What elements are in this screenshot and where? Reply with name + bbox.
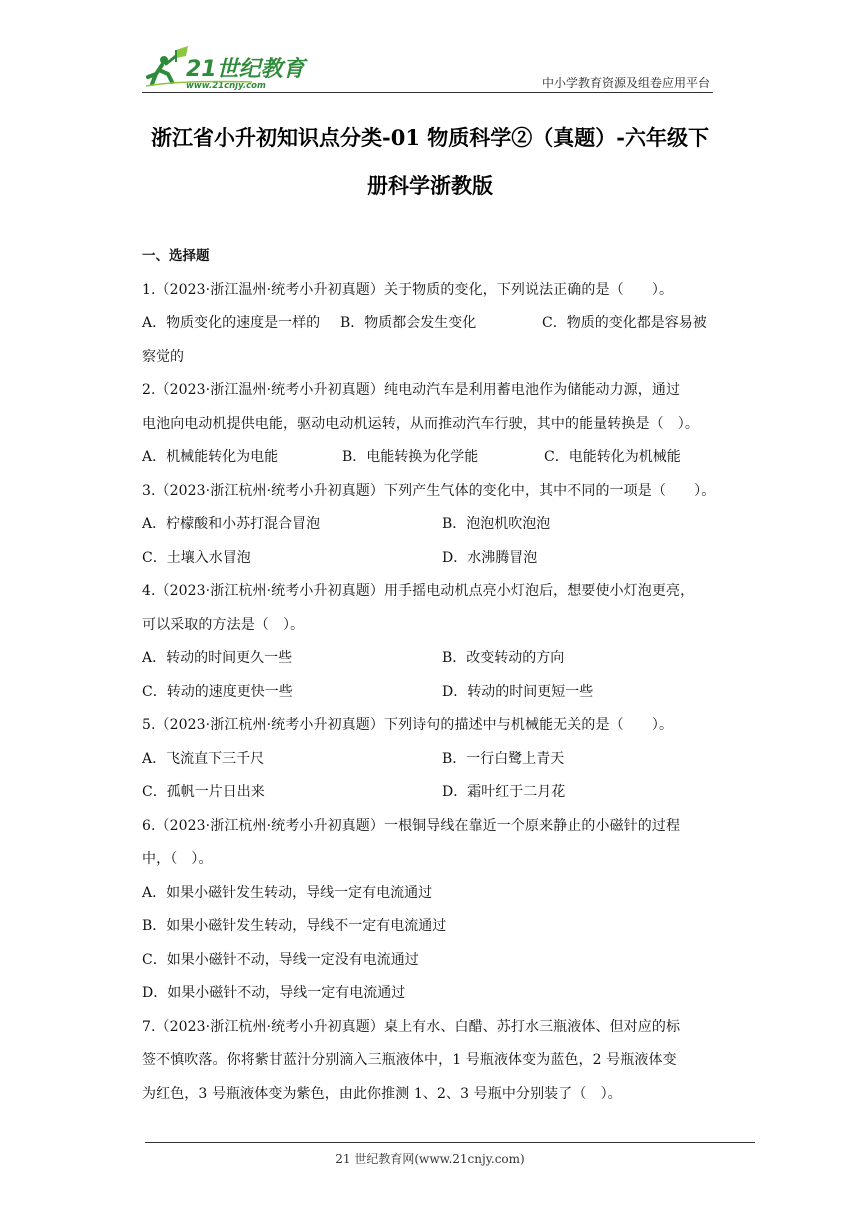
question-2-stem-line-1: 2.（2023·浙江温州·统考小升初真题）纯电动汽车是利用蓄电池作为储能动力源，通过 (142, 382, 681, 398)
question-2-stem-line-2: 电池向电动机提供电能，驱动电动机运转，从而推动汽车行驶，其中的能量转换是（ ）。 (142, 415, 699, 432)
q4-option-a: A．转动的时间更久一些 (142, 650, 293, 666)
question-7-stem-line-1: 7.（2023·浙江杭州·统考小升初真题）桌上有水、白醋、苏打水三瓶液体、但对应的标 (142, 1018, 681, 1035)
q6-option-b: B．如果小磁针发生转动，导线不一定有电流通过 (142, 918, 447, 934)
q3-option-d: D．水沸腾冒泡 (442, 549, 538, 566)
question-5-options-row-1 (142, 743, 718, 777)
q5-option-c: C．孤帆一片日出来 (142, 784, 265, 800)
question-4-options-row-2 (142, 676, 718, 710)
question-list (142, 240, 718, 1111)
question-7-stem-line-3: 为红色，3 号瓶液体变为紫色，由此你推测 1、2、3 号瓶中分别装了（ ）。 (142, 1085, 622, 1102)
q3-option-c: C．土壤入水冒泡 (142, 549, 251, 566)
q4-option-d: D．转动的时间更短一些 (442, 683, 594, 700)
title-line-1: 浙江省小升初知识点分类-01 物质科学②（真题）-六年级下 (151, 125, 709, 150)
question-5-options-row-2 (142, 776, 718, 810)
q2-option-b: B．电能转换为化学能 (342, 449, 479, 465)
question-3-options-row-2 (142, 542, 718, 576)
title-line-2: 册科学浙教版 (367, 173, 493, 198)
q1-option-c: C．物质的变化都是容易被 (542, 315, 707, 331)
q2-option-a: A．机械能转化为电能 (142, 449, 279, 465)
logo-url: www.21cnjy.com (186, 81, 266, 91)
q1-option-a: A．物质变化的速度是一样的 (142, 315, 321, 331)
footer-divider (145, 1142, 755, 1143)
logo-text: 21世纪教育 (186, 57, 305, 82)
question-1-options (142, 307, 718, 341)
question-6-stem-line-2: 中，（ ）。 (142, 851, 213, 867)
question-5-stem: 5.（2023·浙江杭州·统考小升初真题）下列诗句的描述中与机械能无关的是（ ）。 (142, 717, 674, 733)
question-6-stem-line-1: 6.（2023·浙江杭州·统考小升初真题）一根铜导线在靠近一个原来静止的小磁针的过程 (142, 817, 681, 834)
q2-option-c: C．电能转化为机械能 (544, 449, 681, 465)
question-4-stem-line-1: 4.（2023·浙江杭州·统考小升初真题）用手摇电动机点亮小灯泡后，想要使小灯泡更亮， (142, 583, 695, 599)
q5-option-b: B．一行白鹭上青天 (442, 750, 565, 767)
q6-option-d: D．如果小磁针不动，导线一定有电流通过 (142, 985, 406, 1001)
q1-option-b: B．物质都会发生变化 (340, 315, 477, 331)
document-title (142, 114, 718, 210)
q6-option-c: C．如果小磁针不动，导线一定没有电流通过 (142, 951, 419, 968)
header-platform-text: 中小学教育资源及组卷应用平台 (541, 76, 710, 90)
question-3-stem: 3.（2023·浙江杭州·统考小升初真题）下列产生气体的变化中，其中不同的一项是（ ）。 (142, 482, 716, 499)
footer-text: 21 世纪教育网(www.21cnjy.com) (335, 1152, 525, 1166)
section-heading: 一、选择题 (142, 248, 210, 264)
header-divider (142, 92, 713, 93)
q4-option-b: B．改变转动的方向 (442, 650, 565, 666)
q6-option-a: A．如果小磁针发生转动，导线一定有电流通过 (142, 884, 433, 901)
q4-option-c: C．转动的速度更快一些 (142, 683, 293, 700)
question-4-options-row-1 (142, 642, 718, 676)
question-4-stem-line-2: 可以采取的方法是（ ）。 (142, 616, 305, 633)
q5-option-a: A．飞流直下三千尺 (142, 750, 265, 767)
question-7-stem-line-2: 签不慎吹落。你将紫甘蓝汁分别滴入三瓶液体中，1 号瓶液体变为蓝色，2 号瓶液体变 (142, 1052, 677, 1068)
question-1-stem: 1.（2023·浙江温州·统考小升初真题）关于物质的变化，下列说法正确的是（ ）。 (142, 281, 674, 298)
logo-21cnjy (142, 44, 312, 92)
q3-option-a: A．柠檬酸和小苏打混合冒泡 (142, 516, 321, 532)
question-3-options-row-1 (142, 508, 718, 542)
q5-option-d: D．霜叶红于二月花 (442, 784, 566, 800)
q3-option-b: B．泡泡机吹泡泡 (442, 516, 551, 532)
question-2-options (142, 441, 718, 475)
q1-option-c-continued: 察觉的 (142, 348, 184, 365)
page-header (142, 44, 712, 94)
